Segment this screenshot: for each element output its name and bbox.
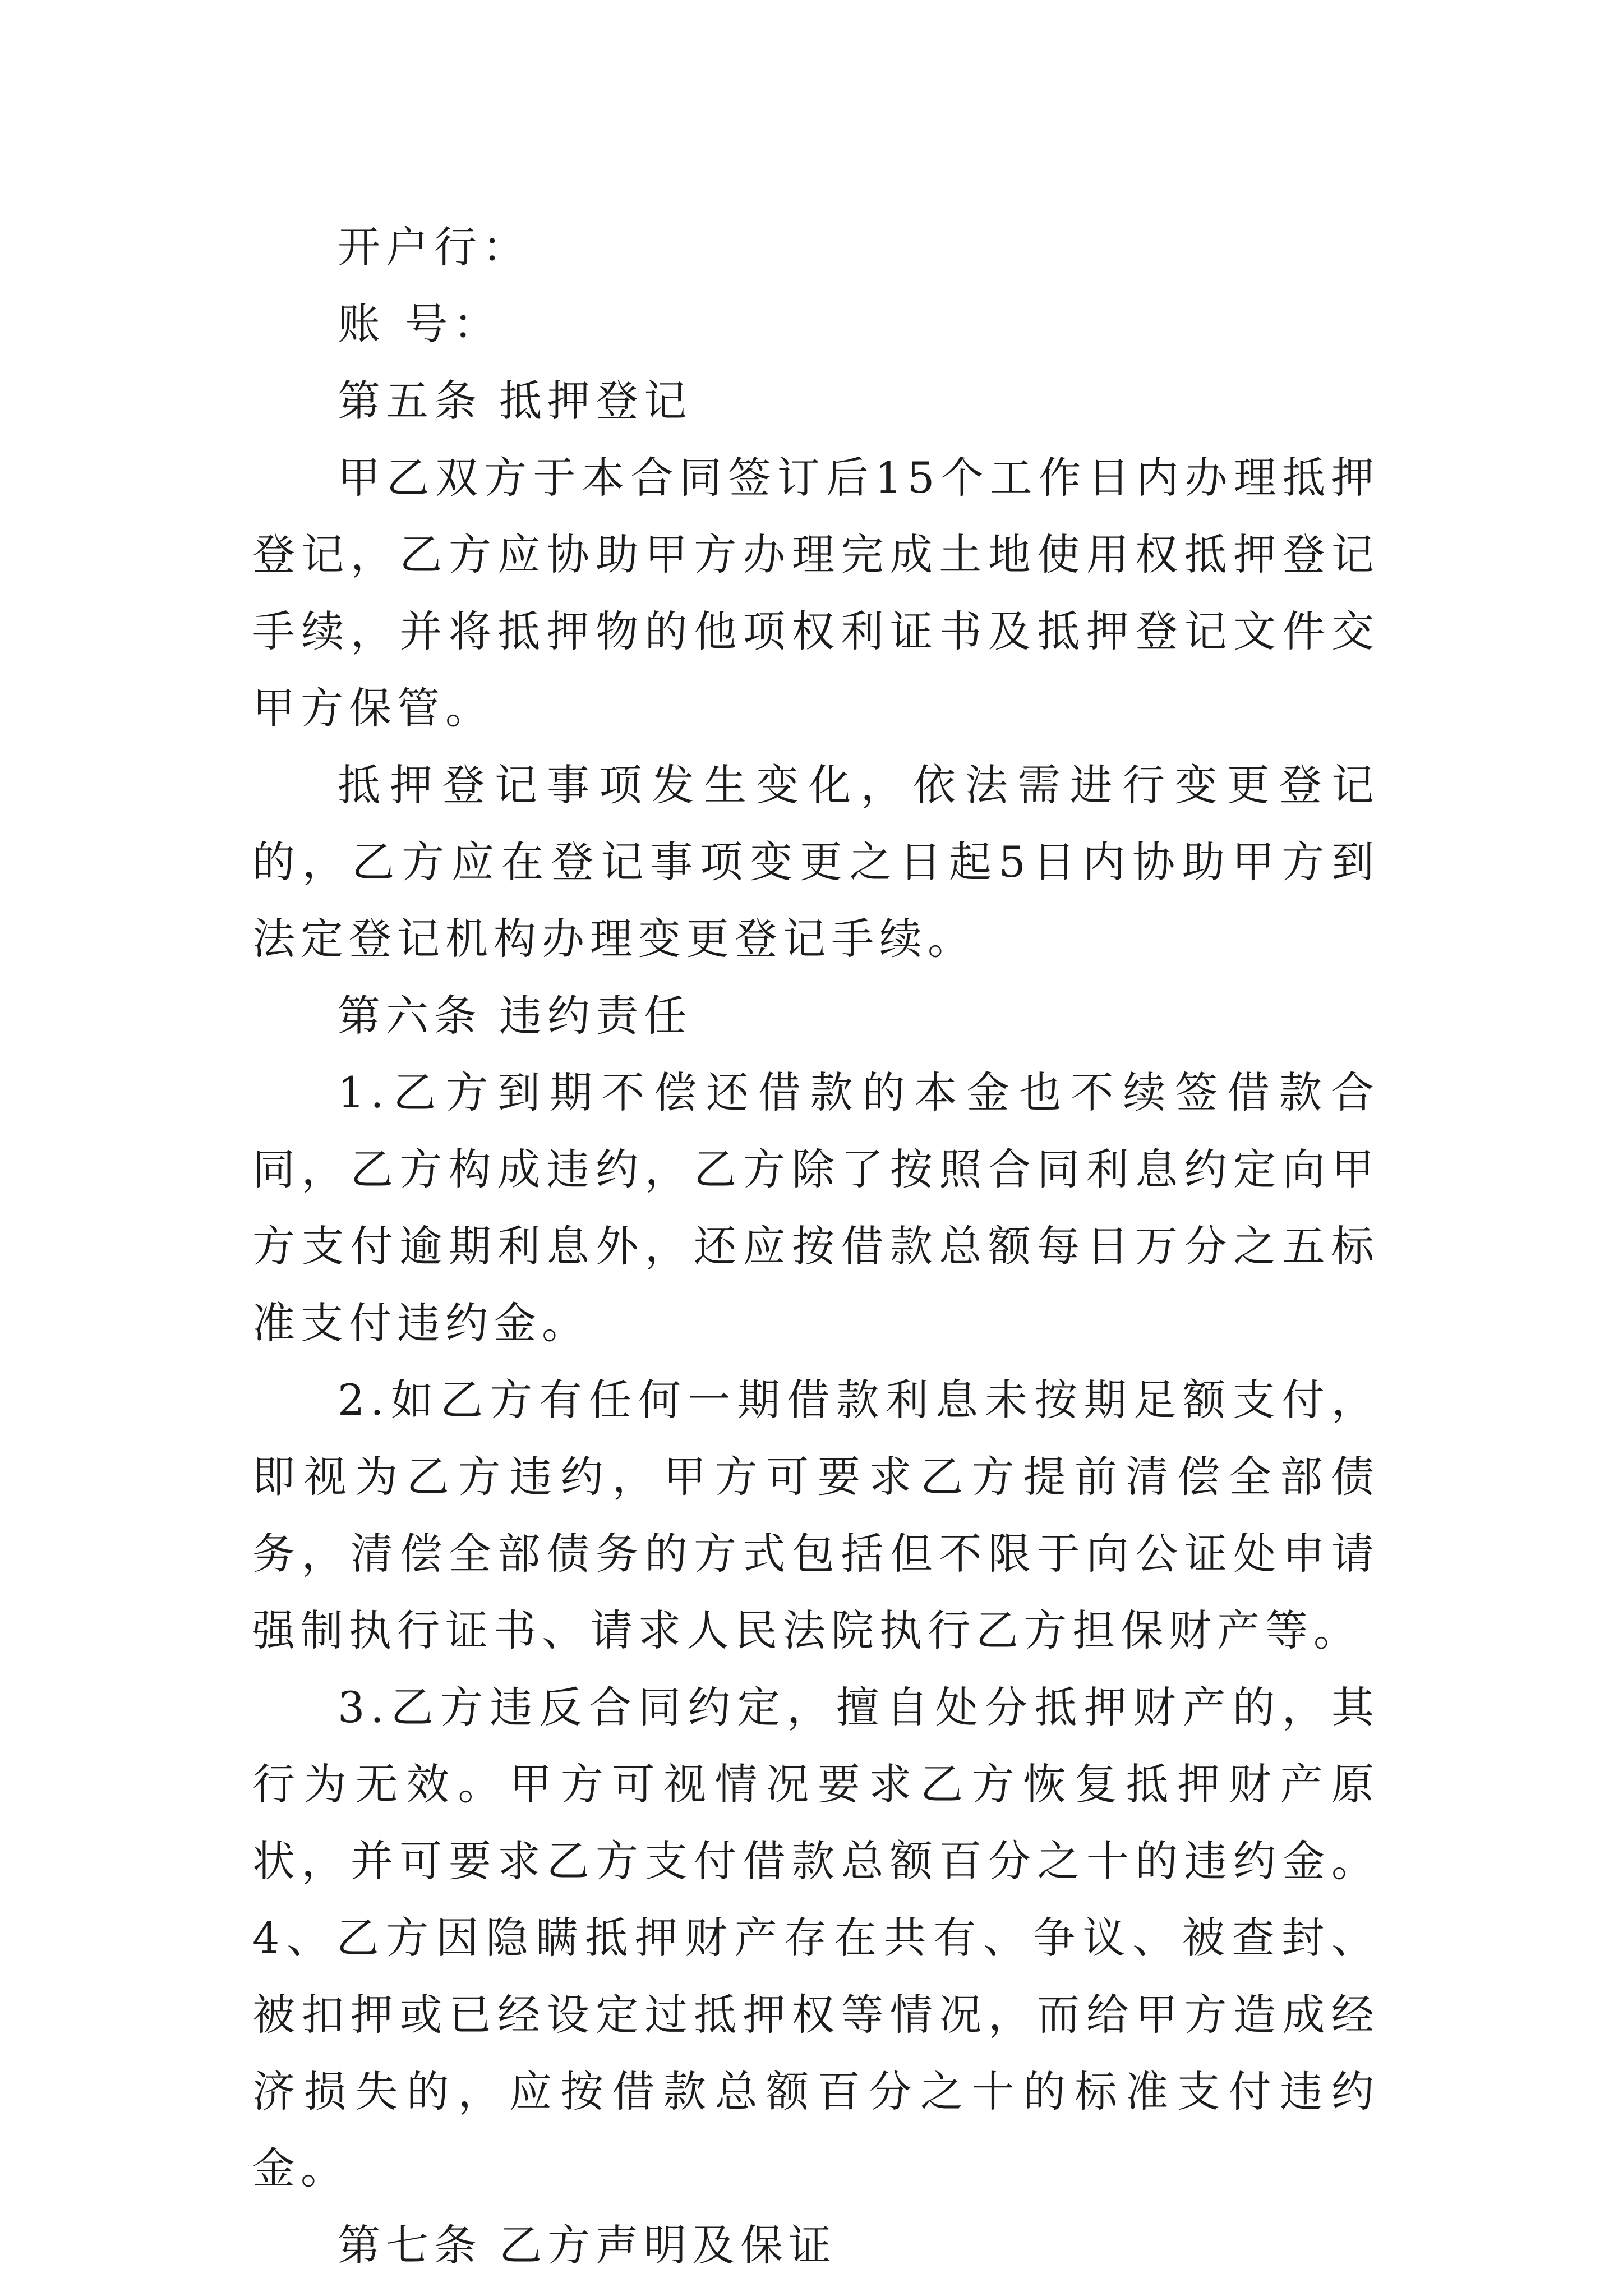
bank-label: 开户行： (338, 222, 531, 272)
article-7-heading (252, 2207, 1380, 2284)
article-6-number: 第六条 (338, 991, 482, 1041)
article-5-title: 抵押登记 (499, 376, 692, 426)
article-6-paragraph-1: 1.乙方到期不偿还借款的本金也不续签借款合同，乙方构成违约，乙方除了按照合同利息约定向甲方支付逾期利息外，还应按借款总额每日万分之五标准支付违约金。 (252, 1068, 1380, 1348)
article-5-heading (252, 362, 1380, 439)
article-7-number: 第七条 (338, 2220, 482, 2270)
article-6-title: 违约责任 (499, 991, 692, 1041)
account-label: 账 号： (338, 299, 502, 349)
article-6-heading (252, 977, 1380, 1054)
document-body (252, 209, 1380, 2284)
article-5-paragraph-2: 抵押登记事项发生变化，依法需进行变更登记的，乙方应在登记事项变更之日起5日内协助甲方到法定登记机构办理变更登记手续。 (252, 760, 1380, 964)
article-5-number: 第五条 (338, 376, 482, 426)
article-6-paragraph-2: 2.如乙方有任何一期借款利息未按期足额支付，即视为乙方违约，甲方可要求乙方提前清偿全部债务，清偿全部债务的方式包括但不限于向公证处申请强制执行证书、请求人民法院执行乙方担保财产等。 (252, 1375, 1380, 1655)
article-6-paragraph-3: 3.乙方违反合同约定，擅自处分抵押财产的，其行为无效。甲方可视情况要求乙方恢复抵押财产原状，并可要求乙方支付借款总额百分之十的违约金。4、乙方因隐瞒抵押财产存在共有、争议、被查封、被扣押或已经设定过抵押权等情况，而给甲方造成经济损失的，应按借款总额百分之十的标准支付违约金。 (252, 1682, 1380, 2193)
article-5-paragraph-1: 甲乙双方于本合同签订后15个工作日内办理抵押登记，乙方应协助甲方办理完成土地使用权抵押登记手续，并将抵押物的他项权利证书及抵押登记文件交甲方保管。 (252, 453, 1380, 733)
article-7-title: 乙方声明及保证 (499, 2220, 837, 2270)
